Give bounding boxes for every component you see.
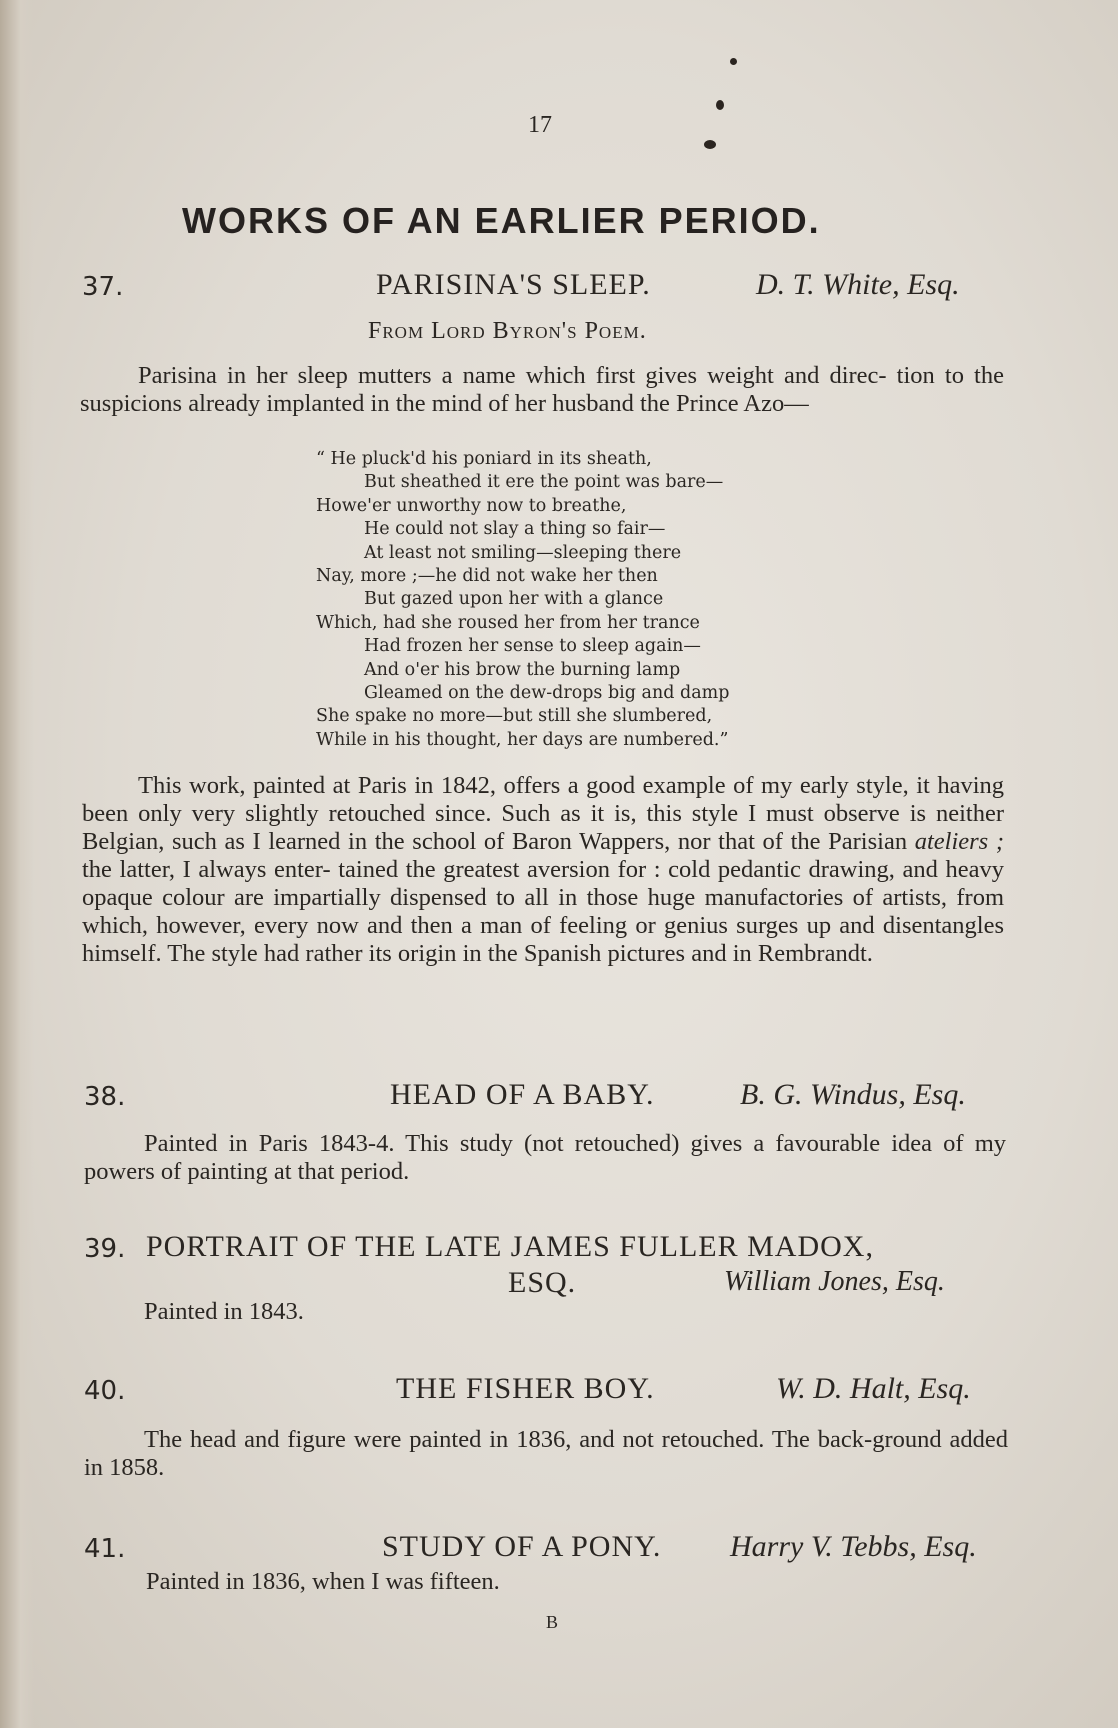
commentary-text: This work, painted at Paris in 1842, offers a good example of my early style, it having been only very slightly retouched since. Such as it is, this style I must observe is neither Belgian, such as I learned in the school of Baron Wappers, nor that of the Parisian xyxy=(82,772,1004,855)
poem-line: Nay, more ;—he did not wake her then xyxy=(316,566,658,587)
entry-text: Painted in 1836, when I was fifteen. xyxy=(146,1568,500,1595)
commentary-text: the latter, I always enter- tained the greatest aversion for : cold pedantic drawing, and heavy opaque colour are impartially dispensed to all in those huge manufactories of artists, from which, however, every now and then a man of feeling or genius surges up and disentangles himself. The style had rather its origin in the Spanish pictures and in Rembrandt. xyxy=(82,856,1004,967)
entry-owner: Harry V. Tebbs, Esq. xyxy=(730,1530,977,1563)
section-heading: WORKS OF AN EARLIER PERIOD. xyxy=(182,200,821,241)
entry-number: 38. xyxy=(84,1082,126,1112)
entry-number: 41. xyxy=(84,1534,126,1564)
poem-line: Which, had she roused her from her trance xyxy=(316,612,700,633)
poem-line: But gazed upon her with a glance xyxy=(364,589,664,610)
entry-text: Painted in 1843. xyxy=(144,1298,304,1325)
page-number: 17 xyxy=(528,112,552,138)
commentary-italic: ateliers ; xyxy=(914,828,1004,855)
signature-mark: B xyxy=(546,1612,559,1632)
poem-quotation xyxy=(316,448,729,752)
page-edge-shadow xyxy=(0,0,34,1728)
ink-blot xyxy=(704,140,716,149)
entry-title: THE FISHER BOY. xyxy=(396,1372,655,1405)
entry-owner: William Jones, Esq. xyxy=(724,1266,945,1297)
entry-title-cont: ESQ. xyxy=(508,1266,577,1299)
ink-blot xyxy=(730,58,737,65)
entry-owner: B. G. Windus, Esq. xyxy=(740,1078,966,1111)
entry-text: The head and figure were painted in 1836, and not retouched. The back-ground added in 1858. xyxy=(84,1426,1008,1481)
poem-line: Had frozen her sense to sleep again— xyxy=(364,636,701,657)
entry-title: STUDY OF A PONY. xyxy=(382,1530,662,1563)
entry-text: Painted in Paris 1843-4. This study (not retouched) gives a favourable idea of my powers of painting at that period. xyxy=(84,1130,1006,1185)
entry-title: HEAD OF A BABY. xyxy=(390,1078,655,1111)
entry-title: PARISINA'S SLEEP. xyxy=(376,268,651,301)
poem-line: He could not slay a thing so fair— xyxy=(364,519,666,540)
entry-owner: D. T. White, Esq. xyxy=(756,268,960,301)
entry-intro: Parisina in her sleep mutters a name which first gives weight and direc- tion to the suspicions already implanted in the mind of her husband the Prince Azo— xyxy=(80,362,1004,417)
poem-line: And o'er his brow the burning lamp xyxy=(364,659,681,680)
entry-commentary xyxy=(82,772,1004,968)
poem-line: But sheathed it ere the point was bare— xyxy=(364,472,724,493)
poem-line: While in his thought, her days are numbered.” xyxy=(316,729,729,750)
poem-line: Gleamed on the dew-drops big and damp xyxy=(364,683,730,704)
poem-line: Howe'er unworthy now to breathe, xyxy=(316,495,627,516)
entry-number: 37. xyxy=(82,272,124,302)
entry-subtitle: From Lord Byron's Poem. xyxy=(368,318,647,344)
entry-number: 40. xyxy=(84,1376,126,1406)
poem-line: She spake no more—but still she slumbered, xyxy=(316,706,713,727)
ink-blot xyxy=(716,100,724,110)
poem-line: At least not smiling—sleeping there xyxy=(364,542,682,563)
entry-title: PORTRAIT OF THE LATE JAMES FULLER MADOX, xyxy=(146,1230,874,1263)
entry-owner: W. D. Halt, Esq. xyxy=(776,1372,971,1405)
entry-number: 39. xyxy=(84,1234,126,1264)
poem-line: “ He pluck'd his poniard in its sheath, xyxy=(316,449,652,469)
